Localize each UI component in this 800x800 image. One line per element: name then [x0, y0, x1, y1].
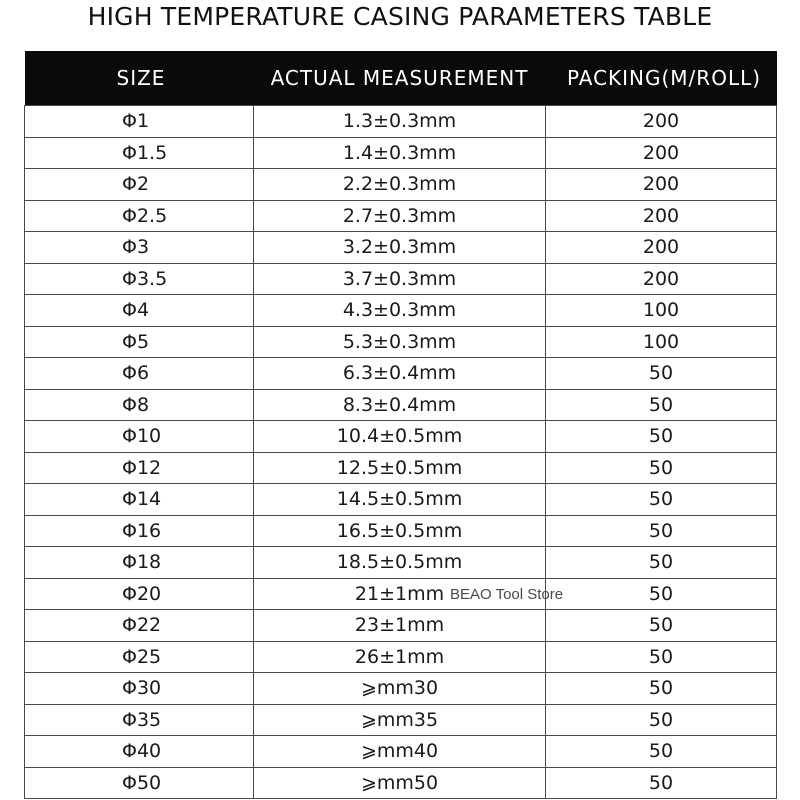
cell-size: Φ10 — [25, 421, 254, 453]
cell-size: Φ4 — [25, 295, 254, 327]
cell-packing: 50 — [546, 389, 777, 421]
cell-measurement: ⩾mm30 — [254, 673, 546, 705]
cell-packing: 200 — [546, 137, 777, 169]
table-row — [25, 232, 777, 264]
cell-packing: 50 — [546, 452, 777, 484]
table-row — [25, 578, 777, 610]
cell-packing: 100 — [546, 326, 777, 358]
cell-packing: 50 — [546, 736, 777, 768]
cell-measurement: 21±1mm — [254, 578, 546, 610]
cell-packing: 200 — [546, 106, 777, 138]
table-row — [25, 641, 777, 673]
table-row — [25, 767, 777, 799]
cell-size: Φ35 — [25, 704, 254, 736]
column-header-size: SIZE — [25, 51, 254, 106]
cell-measurement: 12.5±0.5mm — [254, 452, 546, 484]
cell-size: Φ3.5 — [25, 263, 254, 295]
table-row — [25, 484, 777, 516]
table-row — [25, 704, 777, 736]
column-header-measurement: ACTUAL MEASUREMENT — [254, 51, 546, 106]
table-header — [25, 51, 777, 106]
table-row — [25, 106, 777, 138]
cell-measurement: 18.5±0.5mm — [254, 547, 546, 579]
cell-measurement: 10.4±0.5mm — [254, 421, 546, 453]
cell-size: Φ1.5 — [25, 137, 254, 169]
parameters-table-container — [24, 51, 776, 799]
cell-measurement: 1.3±0.3mm — [254, 106, 546, 138]
table-row — [25, 515, 777, 547]
table-row — [25, 295, 777, 327]
cell-size: Φ3 — [25, 232, 254, 264]
cell-packing: 50 — [546, 484, 777, 516]
cell-size: Φ20 — [25, 578, 254, 610]
cell-size: Φ5 — [25, 326, 254, 358]
cell-packing: 200 — [546, 232, 777, 264]
table-row — [25, 137, 777, 169]
cell-size: Φ30 — [25, 673, 254, 705]
cell-measurement: 3.7±0.3mm — [254, 263, 546, 295]
cell-packing: 100 — [546, 295, 777, 327]
table-row — [25, 389, 777, 421]
table-row — [25, 736, 777, 768]
table-body — [25, 106, 777, 799]
cell-packing: 50 — [546, 358, 777, 390]
table-row — [25, 547, 777, 579]
cell-size: Φ8 — [25, 389, 254, 421]
table-row — [25, 610, 777, 642]
cell-size: Φ12 — [25, 452, 254, 484]
cell-packing: 50 — [546, 673, 777, 705]
table-row — [25, 200, 777, 232]
column-header-packing: PACKING(M/ROLL) — [546, 51, 777, 106]
cell-packing: 200 — [546, 169, 777, 201]
cell-measurement: ⩾mm35 — [254, 704, 546, 736]
cell-packing: 50 — [546, 578, 777, 610]
cell-packing: 50 — [546, 704, 777, 736]
table-header-row — [25, 51, 777, 106]
cell-measurement: 2.7±0.3mm — [254, 200, 546, 232]
cell-measurement: ⩾mm40 — [254, 736, 546, 768]
cell-measurement: 16.5±0.5mm — [254, 515, 546, 547]
page-title: HIGH TEMPERATURE CASING PARAMETERS TABLE — [87, 2, 713, 31]
store-watermark: BEAO Tool Store — [450, 586, 564, 603]
table-row — [25, 263, 777, 295]
cell-packing: 50 — [546, 767, 777, 799]
cell-measurement: 5.3±0.3mm — [254, 326, 546, 358]
cell-packing: 50 — [546, 421, 777, 453]
cell-size: Φ25 — [25, 641, 254, 673]
cell-packing: 50 — [546, 547, 777, 579]
cell-packing: 200 — [546, 263, 777, 295]
cell-size: Φ50 — [25, 767, 254, 799]
cell-measurement: 3.2±0.3mm — [254, 232, 546, 264]
table-row — [25, 673, 777, 705]
cell-measurement: 6.3±0.4mm — [254, 358, 546, 390]
table-row — [25, 169, 777, 201]
cell-size: Φ2.5 — [25, 200, 254, 232]
cell-measurement: 26±1mm — [254, 641, 546, 673]
cell-measurement: 2.2±0.3mm — [254, 169, 546, 201]
table-row — [25, 326, 777, 358]
cell-size: Φ18 — [25, 547, 254, 579]
table-row — [25, 358, 777, 390]
cell-measurement: 1.4±0.3mm — [254, 137, 546, 169]
cell-measurement: 23±1mm — [254, 610, 546, 642]
cell-packing: 50 — [546, 610, 777, 642]
cell-size: Φ14 — [25, 484, 254, 516]
cell-packing: 50 — [546, 515, 777, 547]
table-row — [25, 421, 777, 453]
cell-size: Φ6 — [25, 358, 254, 390]
cell-size: Φ2 — [25, 169, 254, 201]
cell-size: Φ16 — [25, 515, 254, 547]
table-row — [25, 452, 777, 484]
parameters-table — [24, 51, 777, 799]
cell-size: Φ22 — [25, 610, 254, 642]
cell-measurement: 8.3±0.4mm — [254, 389, 546, 421]
cell-size: Φ40 — [25, 736, 254, 768]
cell-measurement: 14.5±0.5mm — [254, 484, 546, 516]
cell-packing: 50 — [546, 641, 777, 673]
cell-size: Φ1 — [25, 106, 254, 138]
cell-measurement: 4.3±0.3mm — [254, 295, 546, 327]
cell-packing: 200 — [546, 200, 777, 232]
cell-measurement: ⩾mm50 — [254, 767, 546, 799]
